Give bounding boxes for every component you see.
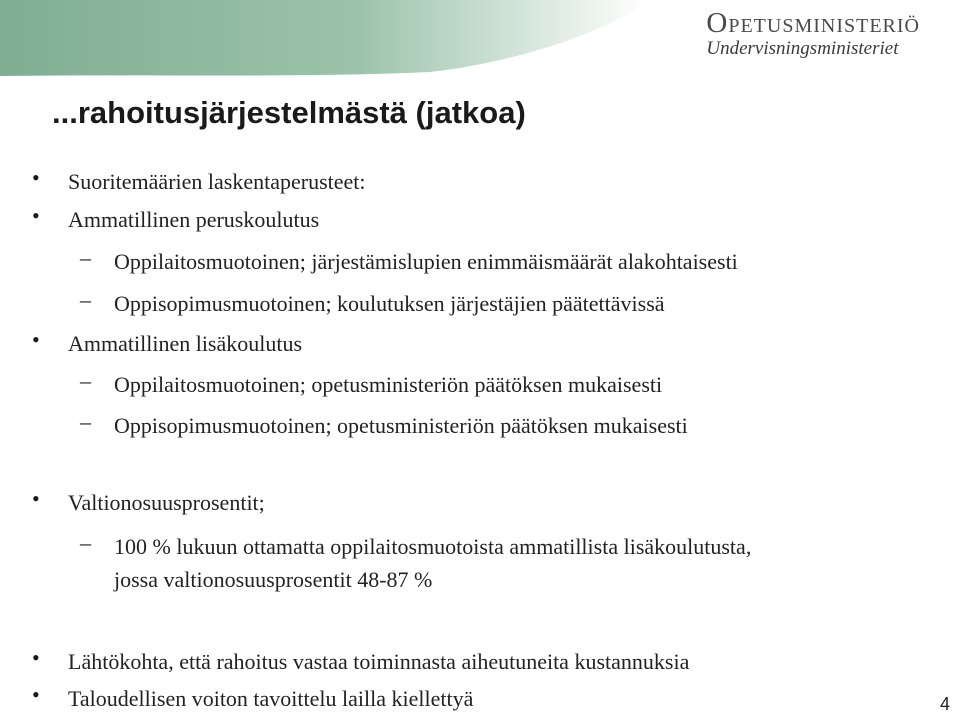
- list-item: Oppisopimusmuotoinen; koulutuksen järjestäjien päätettävissä: [114, 291, 665, 316]
- list-item: Taloudellisen voiton tavoittelu lailla kiellettyä: [68, 686, 474, 711]
- ministry-logo: [706, 8, 920, 60]
- dash-icon: –: [80, 409, 91, 434]
- list-item: Suoritemäärien laskentaperusteet:: [68, 169, 366, 194]
- list-item: Ammatillinen lisäkoulutus: [68, 331, 303, 356]
- logo-sub-text: Undervisningsministeriet: [706, 38, 899, 59]
- bullet-icon: •: [32, 682, 40, 707]
- list-item: Oppilaitosmuotoinen; opetusministeriön päätöksen mukaisesti: [114, 372, 663, 397]
- bullet-icon: •: [32, 327, 40, 352]
- bullet-icon: •: [32, 486, 40, 511]
- list-item-continuation: jossa valtionosuusprosentit 48-87 %: [114, 567, 433, 592]
- dash-icon: –: [80, 287, 91, 312]
- dash-icon: –: [80, 245, 91, 270]
- bullet-icon: •: [32, 645, 40, 670]
- dash-icon: –: [80, 368, 91, 393]
- list-item: Ammatillinen peruskoulutus: [68, 207, 320, 232]
- list-item: Valtionosuusprosentit;: [68, 490, 265, 515]
- list-item: Lähtökohta, että rahoitus vastaa toiminnasta aiheutuneita kustannuksia: [68, 649, 690, 674]
- page-number: 4: [939, 694, 950, 714]
- list-item: Oppilaitosmuotoinen; järjestämislupien enimmäismäärät alakohtaisesti: [114, 249, 738, 274]
- dash-icon: –: [80, 530, 91, 555]
- slide-title: ...rahoitusjärjestelmästä (jatkoa): [52, 95, 526, 130]
- logo-main-text: Opetusministeriö: [706, 7, 920, 39]
- bullet-icon: •: [32, 203, 40, 228]
- list-item: Oppisopimusmuotoinen; opetusministeriön päätöksen mukaisesti: [114, 413, 688, 438]
- list-item: 100 % lukuun ottamatta oppilaitosmuotoista ammatillista lisäkoulutusta,: [114, 534, 752, 559]
- bullet-icon: •: [32, 165, 40, 190]
